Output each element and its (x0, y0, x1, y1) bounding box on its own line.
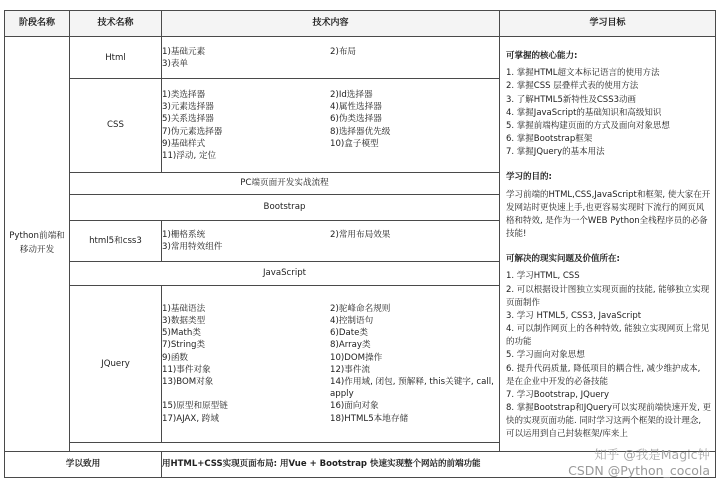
list-item: 7. 掌握JQuery的基本用法 (506, 147, 605, 158)
content-item: 2)Id选择器 (330, 89, 373, 100)
content-item: 13)BOM对象 (162, 376, 214, 387)
row-summary (5, 452, 716, 478)
content-item: 3)数据类型 (162, 315, 206, 326)
list-item: 1. 掌握HTML超文本标记语言的使用方法 (506, 68, 660, 79)
content-item: 6)伪类选择器 (330, 114, 382, 125)
core-abilities-list (506, 67, 711, 159)
stage-name: Python前端和移动开发 (5, 37, 70, 452)
goals-cell (500, 37, 716, 452)
content-item: 1)栅格系统 (162, 229, 206, 240)
content-item: 5)Math类 (162, 328, 201, 339)
content-item: 6)Date类 (330, 328, 368, 339)
list-item: 3. 了解HTML5新特性及CSS3动画 (506, 94, 637, 105)
list-item: 5. 学习面向对象思想 (506, 350, 585, 361)
javascript-label: JavaScript (70, 261, 500, 285)
header-goals: 学习目标 (500, 11, 716, 37)
content-item: 14)作用域, 闭包, 预解释, this关键字, call, apply (330, 376, 494, 400)
content-item: 16)面向对象 (330, 401, 379, 412)
content-item: 11)浮动, 定位 (162, 150, 217, 161)
content-item: 7)伪元素选择器 (162, 126, 223, 137)
list-item: 6. 提升代码质量, 降低项目的耦合性, 减少维护成本, 是在企业中开发的必备技能 (506, 363, 701, 387)
tech-name-html: Html (70, 37, 162, 79)
content-item: 5)关系选择器 (162, 114, 214, 125)
header-tech-name: 技术名称 (70, 11, 162, 37)
content-item: 17)AJAX, 跨域 (162, 413, 219, 424)
content-item: 8)Array类 (330, 340, 371, 351)
list-item: 6. 掌握Bootstrap框架 (506, 134, 593, 145)
summary-text: 用HTML+CSS实现页面布局: 用Vue + Bootstrap 快速实现整个网站的前端功能 (162, 452, 716, 478)
content-item: 9)函数 (162, 352, 189, 363)
content-item: 1)基础元素 (162, 46, 206, 57)
content-item: 3)元素选择器 (162, 102, 214, 113)
content-item: 18)HTML5本地存储 (330, 413, 409, 424)
tech-name-css: CSS (70, 79, 162, 172)
content-html (162, 37, 500, 79)
content-item: 2)驼峰命名规则 (330, 303, 391, 314)
list-item: 5. 掌握前端构建页面的方式及面向对象思想 (506, 120, 670, 131)
content-html5-css3 (162, 221, 500, 261)
purpose-text: 学习前端的HTML,CSS,JavaScript和框架, 使大家在开发网站时更快速上手,也更容易实现时下流行的网页风格和特效, 是作为一个WEB Python全栈程序员的必备技能! (506, 189, 711, 240)
content-item: 4)属性选择器 (330, 102, 382, 113)
bootstrap-label: Bootstrap (70, 194, 500, 220)
list-item: 8. 掌握Bootstrap和JQuery可以实现前端快速开发, 更快的实现页面功能. 同时学习这两个框架的设计理念, 可以运用到自己封装框架/库来上 (506, 403, 711, 440)
list-item: 1. 学习HTML, CSS (506, 271, 580, 282)
content-item: 2)布局 (330, 46, 357, 57)
content-item: 3)表单 (162, 58, 189, 69)
header-tech-content: 技术内容 (162, 11, 500, 37)
tech-name-html5-css3: html5和css3 (70, 221, 162, 261)
content-item: 11)事件对象 (162, 364, 211, 375)
summary-label: 学以致用 (5, 452, 162, 478)
watermark-csdn: CSDN @Python_cocola (568, 462, 710, 478)
header-row (5, 11, 716, 37)
tech-name-jquery: JQuery (70, 285, 162, 442)
header-stage: 阶段名称 (5, 11, 70, 37)
list-item: 3. 学习 HTML5, CSS3, JavaScript (506, 310, 642, 321)
pc-flow-label: PC端页面开发实战流程 (70, 172, 500, 194)
content-item: 3)常用特效组件 (162, 241, 223, 252)
list-item: 4. 掌握JavaScript的基础知识和高级知识 (506, 107, 662, 118)
watermark-zhihu: 知乎 @我是Magic钟 (594, 446, 710, 462)
content-item: 8)选择器优先级 (330, 126, 391, 137)
list-item: 7. 学习Bootstrap, JQuery (506, 389, 609, 400)
problems-list (506, 270, 711, 441)
content-item: 12)事件流 (330, 364, 371, 375)
content-item: 9)基础样式 (162, 138, 206, 149)
content-item: 10)盒子模型 (330, 138, 379, 149)
purpose-heading: 学习的目的: (506, 172, 552, 183)
content-item: 1)类选择器 (162, 89, 206, 100)
problems-heading: 可解决的现实问题及价值所在: (506, 254, 620, 265)
list-item: 2. 可以根据设计图独立实现页面的技能, 能够独立实现页面制作 (506, 284, 710, 308)
content-item: 1)基础语法 (162, 303, 206, 314)
content-item: 7)String类 (162, 340, 206, 351)
content-item: 15)原型和原型链 (162, 401, 228, 412)
content-item: 10)DOM操作 (330, 352, 383, 363)
core-abilities-heading: 可掌握的核心能力: (506, 51, 578, 61)
row-html (5, 37, 716, 79)
list-item: 4. 可以制作网页上的各种特效, 能独立实现网页上常见的功能 (506, 324, 710, 348)
content-item: 4)控制语句 (330, 315, 374, 326)
list-item: 2. 掌握CSS 层叠样式表的使用方法 (506, 81, 639, 92)
content-item: 2)常用布局效果 (330, 229, 391, 240)
curriculum-table (4, 10, 716, 478)
content-jquery (162, 285, 500, 442)
content-css (162, 79, 500, 172)
